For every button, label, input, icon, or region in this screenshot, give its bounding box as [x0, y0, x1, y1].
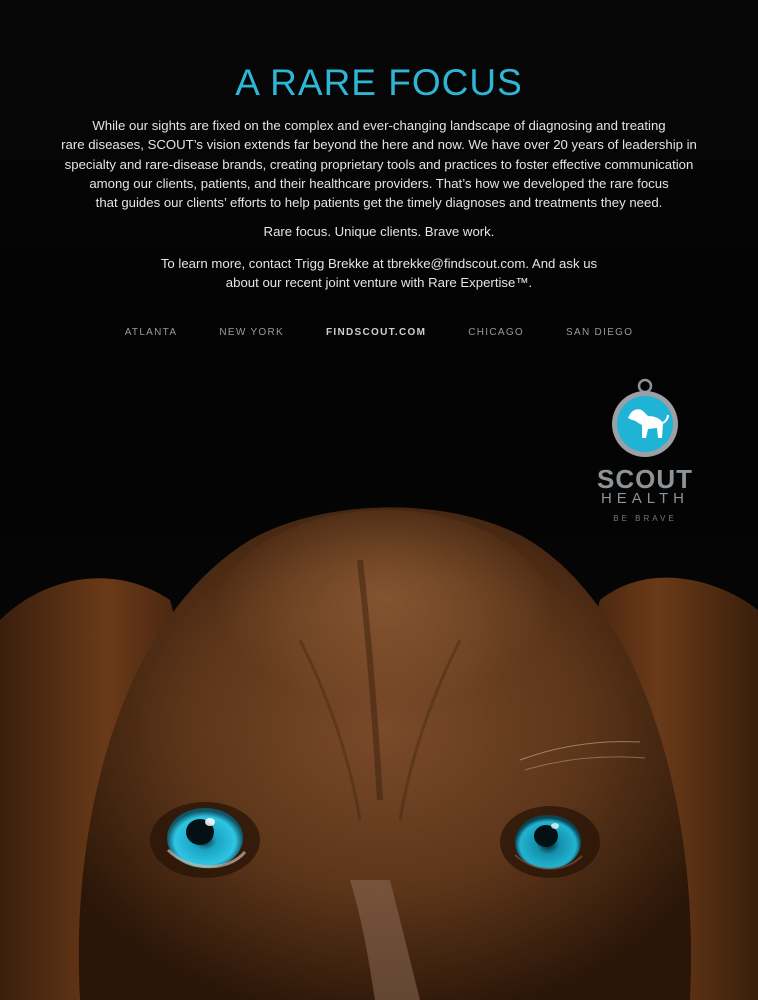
body-line: specialty and rare-disease brands, creating proprietary tools and practices to foster effective communication	[64, 156, 694, 172]
body-line: rare diseases, SCOUT’s vision extends far beyond the here and now. We have over 20 years of leadership in	[61, 137, 697, 153]
contact-line: To learn more, contact Trigg Brekke at tbrekke@findscout.com. And ask us	[160, 256, 598, 271]
logo-word-scout: SCOUT	[597, 464, 693, 494]
logo-word-health: HEALTH	[600, 490, 690, 507]
dog-tag-icon	[610, 378, 680, 460]
scout-health-logo	[585, 378, 705, 528]
city-atlanta: ATLANTA	[124, 327, 178, 338]
city-chicago: CHICAGO	[468, 327, 525, 338]
body-line: among our clients, patients, and their healthcare providers. That’s how we developed the rare focus	[89, 175, 669, 191]
logo-tagline: BE BRAVE	[613, 514, 677, 523]
website-link[interactable]: FINDSCOUT.COM	[326, 327, 427, 338]
tagline: Rare focus. Unique clients. Brave work.	[263, 224, 495, 239]
body-line: that guides our clients’ efforts to help patients get the timely diagnoses and treatments they need.	[95, 195, 663, 211]
city-new-york: NEW YORK	[219, 327, 284, 338]
body-line: While our sights are fixed on the complex and ever-changing landscape of diagnosing and treating	[92, 118, 666, 133]
body-copy	[40, 116, 718, 212]
contact-line: about our recent joint venture with Rare Expertise™.	[225, 275, 533, 290]
headline: A RARE FOCUS	[235, 62, 523, 103]
contact-copy	[40, 254, 718, 292]
city-san-diego: SAN DIEGO	[566, 327, 634, 338]
office-locations	[0, 327, 758, 338]
